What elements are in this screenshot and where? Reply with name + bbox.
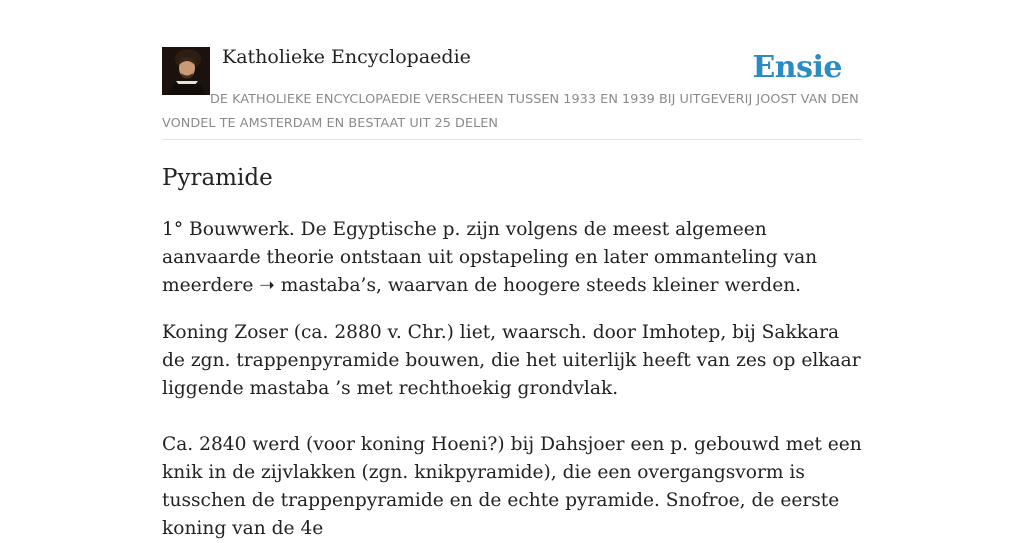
site-title[interactable]: Katholieke Encyclopaedie <box>222 46 471 68</box>
article <box>162 162 862 543</box>
article-paragraph <box>162 216 862 300</box>
ensie-logo[interactable]: Ensie <box>752 50 842 85</box>
paragraph-text: 1° Bouwwerk. De Egyptische p. zijn volgens de meest algemeen aanvaarde theorie ontstaan uit opstapeling en later ommanteling van meerdere <box>162 219 818 296</box>
mastaba-link[interactable]: ➝ mastaba’s <box>259 275 376 296</box>
article-paragraph: Koning Zoser (ca. 2880 v. Chr.) liet, waarsch. door Imhotep, bij Sakkara de zgn. trappenpyramide bouwen, die het uiterlijk heeft van zes op elkaar liggende mastaba ’s met rechthoekig grondvlak. <box>162 322 861 399</box>
site-header <box>162 44 862 140</box>
paragraph-text: , waarvan de hoogere steeds kleiner werden. <box>376 275 802 296</box>
page-title: Pyramide <box>162 165 273 191</box>
article-paragraph: Ca. 2840 werd (voor koning Hoeni?) bij Dahsjoer een p. gebouwd met een knik in de zijvlakken (zgn. knikpyramide), die een overgangsvorm is tusschen de trappenpyramide en de echte pyramide. Snofroe, de eerste koning van de 4e <box>162 434 862 539</box>
site-description: DE KATHOLIEKE ENCYCLOPAEDIE VERSCHEEN TUSSEN 1933 EN 1939 BIJ UITGEVERIJ JOOST VAN DEN VONDEL TE AMSTERDAM EN BESTAAT UIT 25 DELEN <box>162 92 859 131</box>
